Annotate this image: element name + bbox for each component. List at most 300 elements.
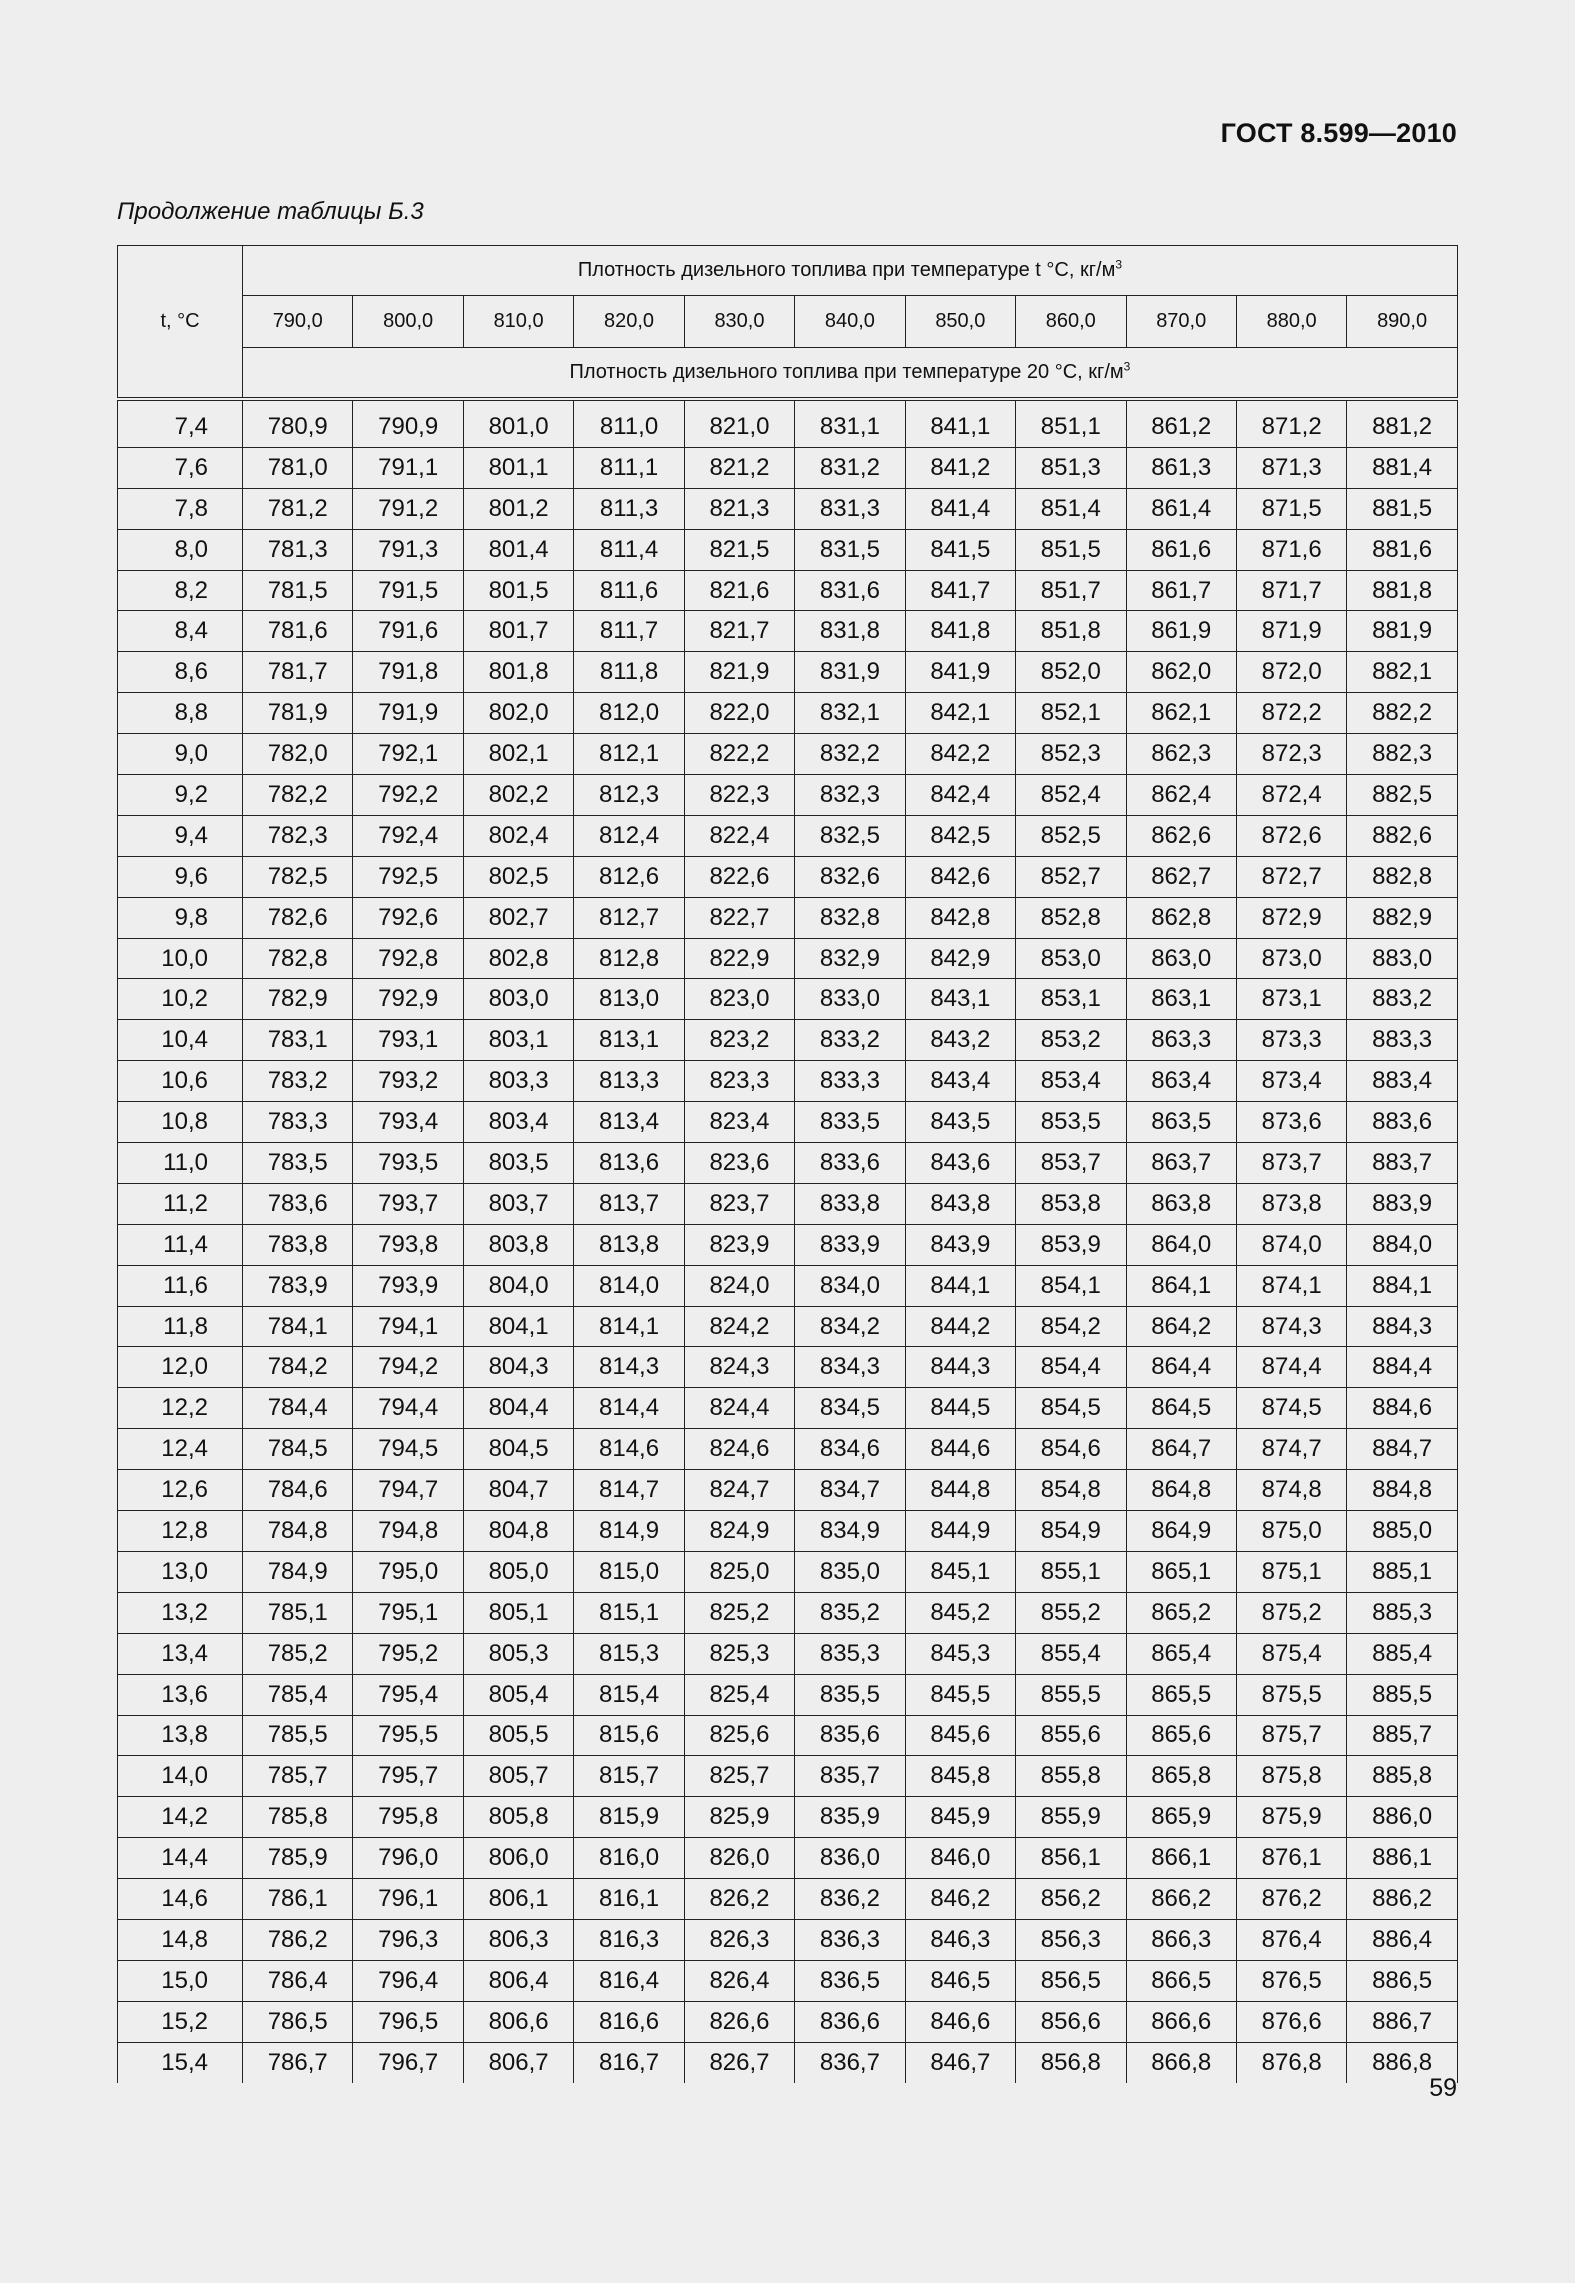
density-cell: 794,2 (353, 1347, 463, 1388)
density-cell: 805,3 (463, 1633, 573, 1674)
density-cell: 853,8 (1016, 1183, 1126, 1224)
temperature-cell: 13,8 (118, 1715, 243, 1756)
density-cell: 781,0 (243, 447, 353, 488)
table-row (118, 1838, 1458, 1879)
density-cell: 783,9 (243, 1265, 353, 1306)
density-cell: 811,1 (574, 447, 684, 488)
density-cell: 864,1 (1126, 1265, 1236, 1306)
density-cell: 792,2 (353, 775, 463, 816)
density-cell: 844,8 (905, 1470, 1015, 1511)
density-cell: 795,4 (353, 1674, 463, 1715)
density-cell: 835,3 (795, 1633, 905, 1674)
temperature-cell: 8,4 (118, 611, 243, 652)
density-cell: 806,1 (463, 1879, 573, 1920)
density-cell: 796,0 (353, 1838, 463, 1879)
density-cell: 883,4 (1347, 1061, 1457, 1102)
density-cell: 863,8 (1126, 1183, 1236, 1224)
temperature-cell: 11,4 (118, 1224, 243, 1265)
density-cell: 886,0 (1347, 1797, 1457, 1838)
table-row (118, 1143, 1458, 1184)
density-cell: 842,4 (905, 775, 1015, 816)
density-cell: 832,5 (795, 815, 905, 856)
density-cell: 816,6 (574, 2001, 684, 2042)
density-cell: 805,0 (463, 1551, 573, 1592)
density-cell: 873,7 (1236, 1143, 1346, 1184)
density-cell: 821,5 (684, 529, 794, 570)
density-cell: 781,7 (243, 652, 353, 693)
density-cell: 836,3 (795, 1919, 905, 1960)
temperature-cell: 12,4 (118, 1429, 243, 1470)
density-cell: 881,6 (1347, 529, 1457, 570)
density-cell: 815,0 (574, 1551, 684, 1592)
density-cell: 825,0 (684, 1551, 794, 1592)
density-cell: 874,7 (1236, 1429, 1346, 1470)
density-cell: 826,2 (684, 1879, 794, 1920)
density-cell: 832,2 (795, 734, 905, 775)
density-cell: 821,6 (684, 570, 794, 611)
density-cell: 791,6 (353, 611, 463, 652)
density-cell: 876,1 (1236, 1838, 1346, 1879)
density-cell: 816,3 (574, 1919, 684, 1960)
density-cell: 865,4 (1126, 1633, 1236, 1674)
density-cell: 801,0 (463, 407, 573, 447)
density-cell: 864,7 (1126, 1429, 1236, 1470)
density-cell: 871,6 (1236, 529, 1346, 570)
density-cell: 845,9 (905, 1797, 1015, 1838)
density-cell: 831,6 (795, 570, 905, 611)
density-cell: 836,0 (795, 1838, 905, 1879)
density-cell: 843,1 (905, 979, 1015, 1020)
density-cell: 884,8 (1347, 1470, 1457, 1511)
density-cell: 883,2 (1347, 979, 1457, 1020)
density-cell: 781,2 (243, 488, 353, 529)
density-cell: 822,9 (684, 938, 794, 979)
table-row (118, 775, 1458, 816)
density-cell: 806,3 (463, 1919, 573, 1960)
density-cell: 796,4 (353, 1960, 463, 2001)
density-cell: 804,5 (463, 1429, 573, 1470)
density-cell: 861,2 (1126, 407, 1236, 447)
table-row (118, 570, 1458, 611)
density-cell: 836,2 (795, 1879, 905, 1920)
density-cell: 826,3 (684, 1919, 794, 1960)
density-cell: 851,8 (1016, 611, 1126, 652)
density-cell: 865,9 (1126, 1797, 1236, 1838)
density-cell: 855,2 (1016, 1592, 1126, 1633)
table-row (118, 1224, 1458, 1265)
density-cell: 856,8 (1016, 2042, 1126, 2082)
density-table (117, 245, 1458, 2083)
density-cell: 882,8 (1347, 856, 1457, 897)
temperature-cell: 13,0 (118, 1551, 243, 1592)
density-cell: 826,0 (684, 1838, 794, 1879)
density-cell: 855,6 (1016, 1715, 1126, 1756)
density-cell: 884,6 (1347, 1388, 1457, 1429)
table-row (118, 488, 1458, 529)
density-cell: 872,9 (1236, 897, 1346, 938)
table-row (118, 1674, 1458, 1715)
table-row (118, 1551, 1458, 1592)
density-cell: 792,8 (353, 938, 463, 979)
temperature-cell: 8,2 (118, 570, 243, 611)
density-cell: 852,3 (1016, 734, 1126, 775)
temperature-cell: 11,6 (118, 1265, 243, 1306)
density-cell: 823,7 (684, 1183, 794, 1224)
temperature-cell: 11,0 (118, 1143, 243, 1184)
density-cell: 841,5 (905, 529, 1015, 570)
density-cell: 862,4 (1126, 775, 1236, 816)
density-cell: 782,8 (243, 938, 353, 979)
page-number: 59 (1429, 2074, 1457, 2102)
density-cell: 881,4 (1347, 447, 1457, 488)
column-header: 790,0 (243, 296, 353, 348)
t-column-header: t, °С (118, 246, 243, 400)
density-cell: 824,4 (684, 1388, 794, 1429)
density-cell: 834,7 (795, 1470, 905, 1511)
temperature-cell: 14,0 (118, 1756, 243, 1797)
density-cell: 785,5 (243, 1715, 353, 1756)
column-header: 810,0 (463, 296, 573, 348)
density-cell: 843,4 (905, 1061, 1015, 1102)
density-cell: 881,2 (1347, 407, 1457, 447)
density-cell: 831,5 (795, 529, 905, 570)
temperature-cell: 13,6 (118, 1674, 243, 1715)
density-cell: 883,3 (1347, 1020, 1457, 1061)
temperature-cell: 14,4 (118, 1838, 243, 1879)
density-cell: 786,2 (243, 1919, 353, 1960)
density-cell: 836,7 (795, 2042, 905, 2082)
density-cell: 873,0 (1236, 938, 1346, 979)
density-cell: 851,5 (1016, 529, 1126, 570)
table-row (118, 447, 1458, 488)
table-row (118, 1592, 1458, 1633)
density-cell: 841,8 (905, 611, 1015, 652)
density-cell: 875,4 (1236, 1633, 1346, 1674)
column-header: 820,0 (574, 296, 684, 348)
table-caption: Продолжение таблицы Б.3 (117, 198, 424, 225)
density-cell: 844,9 (905, 1511, 1015, 1552)
density-cell: 845,3 (905, 1633, 1015, 1674)
column-header: 850,0 (905, 296, 1015, 348)
density-cell: 795,8 (353, 1797, 463, 1838)
density-cell: 815,4 (574, 1674, 684, 1715)
density-cell: 826,6 (684, 2001, 794, 2042)
density-cell: 856,5 (1016, 1960, 1126, 2001)
density-cell: 845,8 (905, 1756, 1015, 1797)
density-cell: 854,2 (1016, 1306, 1126, 1347)
density-cell: 856,2 (1016, 1879, 1126, 1920)
temperature-cell: 10,2 (118, 979, 243, 1020)
density-cell: 883,6 (1347, 1102, 1457, 1143)
density-cell: 885,4 (1347, 1633, 1457, 1674)
density-cell: 786,1 (243, 1879, 353, 1920)
density-cell: 854,1 (1016, 1265, 1126, 1306)
density-cell: 853,0 (1016, 938, 1126, 979)
density-cell: 823,2 (684, 1020, 794, 1061)
density-cell: 814,6 (574, 1429, 684, 1470)
density-cell: 884,3 (1347, 1306, 1457, 1347)
density-cell: 803,0 (463, 979, 573, 1020)
table-row (118, 897, 1458, 938)
density-cell: 805,5 (463, 1715, 573, 1756)
density-cell: 866,5 (1126, 1960, 1236, 2001)
density-cell: 886,1 (1347, 1838, 1457, 1879)
density-cell: 793,8 (353, 1224, 463, 1265)
table-row (118, 1183, 1458, 1224)
density-cell: 805,4 (463, 1674, 573, 1715)
density-cell: 785,9 (243, 1838, 353, 1879)
density-cell: 802,2 (463, 775, 573, 816)
density-cell: 846,6 (905, 2001, 1015, 2042)
density-cell: 804,0 (463, 1265, 573, 1306)
density-cell: 885,1 (1347, 1551, 1457, 1592)
table-row (118, 856, 1458, 897)
density-cell: 841,1 (905, 407, 1015, 447)
density-cell: 825,7 (684, 1756, 794, 1797)
top-header: Плотность дизельного топлива при температуре t °С, $кг/м^3$ (243, 246, 1458, 296)
density-cell: 851,1 (1016, 407, 1126, 447)
density-cell: 825,2 (684, 1592, 794, 1633)
density-cell: 865,5 (1126, 1674, 1236, 1715)
column-header: 890,0 (1347, 296, 1457, 348)
density-cell: 790,9 (353, 407, 463, 447)
density-cell: 854,6 (1016, 1429, 1126, 1470)
density-cell: 794,1 (353, 1306, 463, 1347)
density-cell: 813,6 (574, 1143, 684, 1184)
density-cell: 812,0 (574, 693, 684, 734)
density-cell: 812,1 (574, 734, 684, 775)
density-cell: 802,0 (463, 693, 573, 734)
temperature-cell: 7,6 (118, 447, 243, 488)
density-cell: 784,6 (243, 1470, 353, 1511)
column-header: 840,0 (795, 296, 905, 348)
density-cell: 856,1 (1016, 1838, 1126, 1879)
density-cell: 863,3 (1126, 1020, 1236, 1061)
temperature-cell: 10,0 (118, 938, 243, 979)
density-cell: 862,3 (1126, 734, 1236, 775)
density-cell: 843,5 (905, 1102, 1015, 1143)
density-cell: 783,8 (243, 1224, 353, 1265)
density-cell: 786,4 (243, 1960, 353, 2001)
density-cell: 854,5 (1016, 1388, 1126, 1429)
density-cell: 802,1 (463, 734, 573, 775)
density-cell: 814,9 (574, 1511, 684, 1552)
density-cell: 853,1 (1016, 979, 1126, 1020)
density-cell: 885,0 (1347, 1511, 1457, 1552)
density-cell: 842,9 (905, 938, 1015, 979)
density-cell: 812,7 (574, 897, 684, 938)
density-cell: 846,2 (905, 1879, 1015, 1920)
density-cell: 812,8 (574, 938, 684, 979)
density-cell: 834,5 (795, 1388, 905, 1429)
density-cell: 784,1 (243, 1306, 353, 1347)
density-cell: 782,0 (243, 734, 353, 775)
density-cell: 876,5 (1236, 1960, 1346, 2001)
temperature-cell: 8,6 (118, 652, 243, 693)
density-cell: 874,0 (1236, 1224, 1346, 1265)
density-cell: 866,8 (1126, 2042, 1236, 2082)
density-cell: 886,2 (1347, 1879, 1457, 1920)
density-cell: 855,5 (1016, 1674, 1126, 1715)
density-cell: 846,5 (905, 1960, 1015, 2001)
density-cell: 821,2 (684, 447, 794, 488)
density-cell: 861,3 (1126, 447, 1236, 488)
temperature-cell: 10,6 (118, 1061, 243, 1102)
density-cell: 854,9 (1016, 1511, 1126, 1552)
density-cell: 801,1 (463, 447, 573, 488)
temperature-cell: 8,8 (118, 693, 243, 734)
density-cell: 791,9 (353, 693, 463, 734)
density-cell: 803,5 (463, 1143, 573, 1184)
density-cell: 823,4 (684, 1102, 794, 1143)
density-cell: 793,7 (353, 1183, 463, 1224)
density-cell: 863,4 (1126, 1061, 1236, 1102)
density-cell: 833,0 (795, 979, 905, 1020)
density-cell: 862,6 (1126, 815, 1236, 856)
density-cell: 794,8 (353, 1511, 463, 1552)
density-cell: 815,1 (574, 1592, 684, 1633)
density-cell: 794,5 (353, 1429, 463, 1470)
density-cell: 852,0 (1016, 652, 1126, 693)
density-cell: 822,6 (684, 856, 794, 897)
density-cell: 802,4 (463, 815, 573, 856)
density-cell: 865,1 (1126, 1551, 1236, 1592)
density-cell: 843,2 (905, 1020, 1015, 1061)
density-cell: 816,1 (574, 1879, 684, 1920)
table-row (118, 1633, 1458, 1674)
density-cell: 811,4 (574, 529, 684, 570)
density-cell: 865,6 (1126, 1715, 1236, 1756)
density-cell: 862,8 (1126, 897, 1236, 938)
density-cell: 864,4 (1126, 1347, 1236, 1388)
density-cell: 852,8 (1016, 897, 1126, 938)
density-cell: 783,1 (243, 1020, 353, 1061)
temperature-cell: 15,4 (118, 2042, 243, 2082)
density-cell: 825,3 (684, 1633, 794, 1674)
table-row (118, 1919, 1458, 1960)
density-cell: 852,1 (1016, 693, 1126, 734)
density-cell: 792,4 (353, 815, 463, 856)
density-cell: 792,1 (353, 734, 463, 775)
density-cell: 815,7 (574, 1756, 684, 1797)
density-cell: 871,9 (1236, 611, 1346, 652)
density-cell: 872,3 (1236, 734, 1346, 775)
density-cell: 822,0 (684, 693, 794, 734)
density-cell: 793,1 (353, 1020, 463, 1061)
density-cell: 814,1 (574, 1306, 684, 1347)
density-cell: 780,9 (243, 407, 353, 447)
density-cell: 831,8 (795, 611, 905, 652)
density-cell: 801,7 (463, 611, 573, 652)
density-cell: 813,0 (574, 979, 684, 1020)
density-cell: 866,2 (1126, 1879, 1236, 1920)
density-cell: 792,6 (353, 897, 463, 938)
density-cell: 842,6 (905, 856, 1015, 897)
table-row (118, 611, 1458, 652)
density-cell: 846,7 (905, 2042, 1015, 2082)
density-cell: 834,2 (795, 1306, 905, 1347)
density-cell: 883,7 (1347, 1143, 1457, 1184)
density-cell: 801,2 (463, 488, 573, 529)
temperature-cell: 9,2 (118, 775, 243, 816)
density-cell: 876,8 (1236, 2042, 1346, 2082)
density-cell: 874,4 (1236, 1347, 1346, 1388)
density-cell: 812,6 (574, 856, 684, 897)
temperature-cell: 12,6 (118, 1470, 243, 1511)
table-row (118, 1265, 1458, 1306)
density-cell: 853,7 (1016, 1143, 1126, 1184)
density-cell: 801,4 (463, 529, 573, 570)
density-cell: 842,8 (905, 897, 1015, 938)
column-header: 860,0 (1016, 296, 1126, 348)
density-cell: 834,6 (795, 1429, 905, 1470)
density-cell: 863,1 (1126, 979, 1236, 1020)
table-row (118, 1347, 1458, 1388)
density-cell: 842,1 (905, 693, 1015, 734)
density-cell: 843,8 (905, 1183, 1015, 1224)
density-cell: 792,5 (353, 856, 463, 897)
table-body (118, 399, 1458, 2083)
density-cell: 862,1 (1126, 693, 1236, 734)
temperature-cell: 11,2 (118, 1183, 243, 1224)
density-cell: 845,5 (905, 1674, 1015, 1715)
density-cell: 803,1 (463, 1020, 573, 1061)
density-cell: 852,4 (1016, 775, 1126, 816)
density-cell: 864,0 (1126, 1224, 1236, 1265)
column-header-row (118, 296, 1458, 348)
density-cell: 785,2 (243, 1633, 353, 1674)
density-cell: 825,9 (684, 1797, 794, 1838)
density-cell: 794,7 (353, 1470, 463, 1511)
table-row (118, 1388, 1458, 1429)
density-cell: 831,3 (795, 488, 905, 529)
column-header: 830,0 (684, 296, 794, 348)
density-cell: 836,5 (795, 1960, 905, 2001)
density-cell: 792,9 (353, 979, 463, 1020)
temperature-cell: 14,8 (118, 1919, 243, 1960)
density-cell: 841,9 (905, 652, 1015, 693)
density-cell: 866,6 (1126, 2001, 1236, 2042)
density-cell: 824,9 (684, 1511, 794, 1552)
density-cell: 793,4 (353, 1102, 463, 1143)
temperature-cell: 10,4 (118, 1020, 243, 1061)
density-cell: 795,5 (353, 1715, 463, 1756)
density-cell: 876,4 (1236, 1919, 1346, 1960)
density-cell: 861,7 (1126, 570, 1236, 611)
density-cell: 811,7 (574, 611, 684, 652)
temperature-cell: 11,8 (118, 1306, 243, 1347)
density-cell: 816,7 (574, 2042, 684, 2082)
density-cell: 882,6 (1347, 815, 1457, 856)
density-cell: 865,2 (1126, 1592, 1236, 1633)
density-cell: 834,3 (795, 1347, 905, 1388)
temperature-cell: 12,8 (118, 1511, 243, 1552)
density-cell: 826,7 (684, 2042, 794, 2082)
density-cell: 875,8 (1236, 1756, 1346, 1797)
density-cell: 882,2 (1347, 693, 1457, 734)
density-cell: 886,7 (1347, 2001, 1457, 2042)
density-cell: 822,4 (684, 815, 794, 856)
density-cell: 872,4 (1236, 775, 1346, 816)
density-cell: 811,8 (574, 652, 684, 693)
density-cell: 804,8 (463, 1511, 573, 1552)
table-row (118, 1715, 1458, 1756)
table-row (118, 1470, 1458, 1511)
density-cell: 791,5 (353, 570, 463, 611)
density-cell: 824,6 (684, 1429, 794, 1470)
density-cell: 782,2 (243, 775, 353, 816)
density-cell: 815,9 (574, 1797, 684, 1838)
